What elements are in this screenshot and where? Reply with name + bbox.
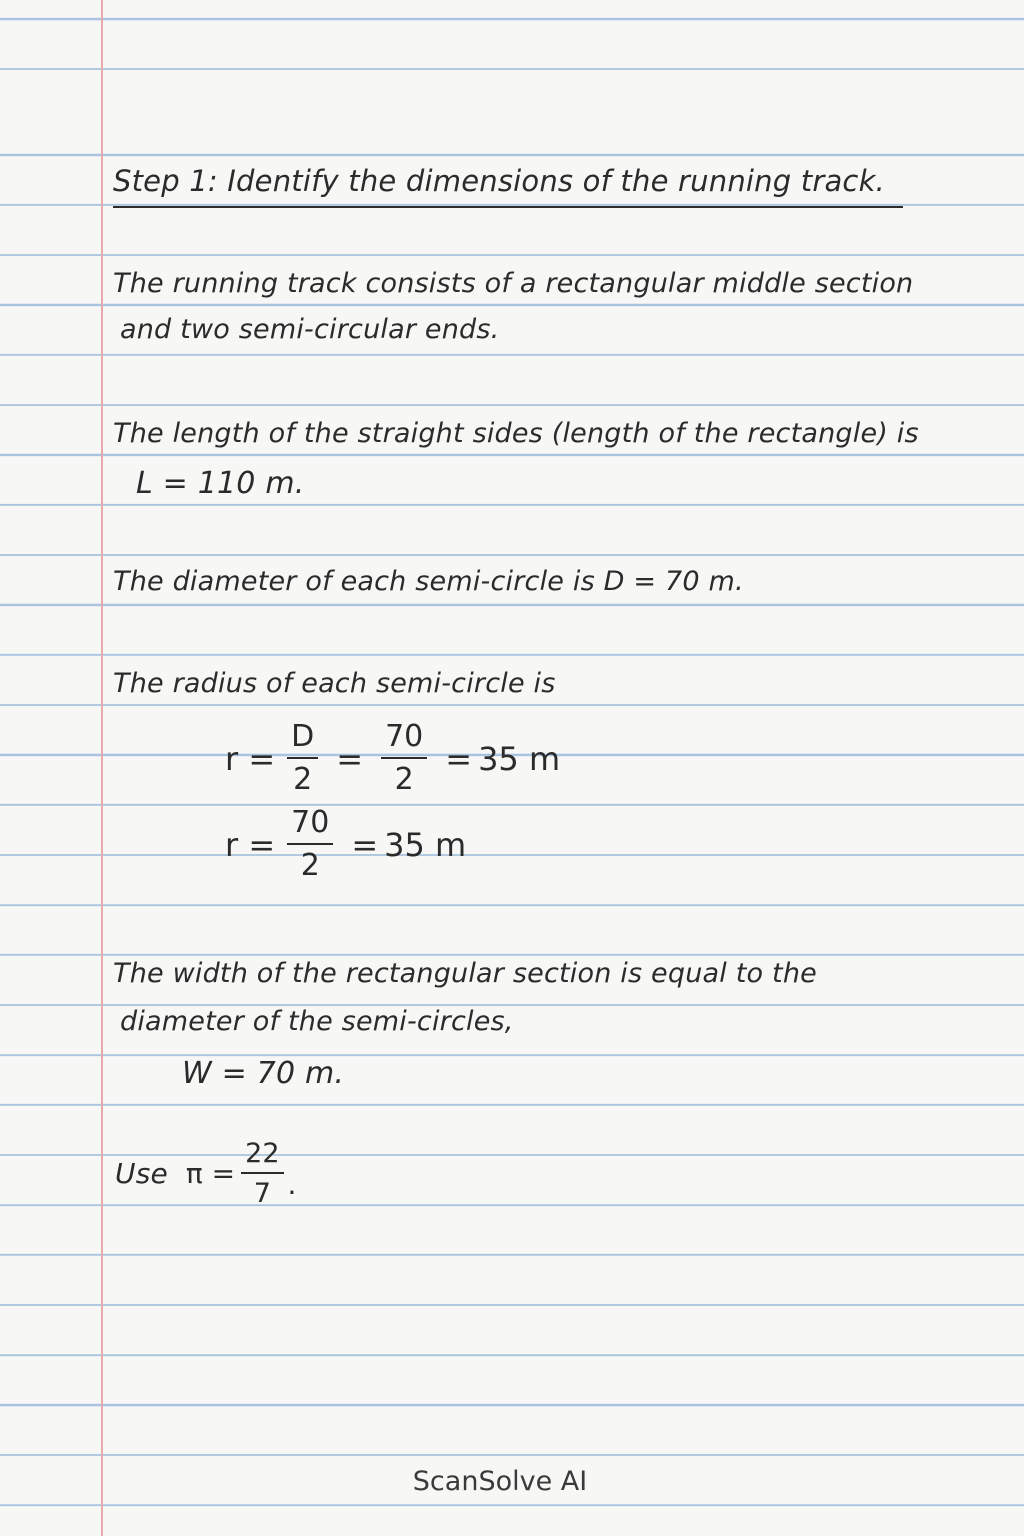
length-description: The length of the straight sides (length of the rectangle) is — [113, 418, 919, 449]
fraction-denominator: 2 — [293, 762, 313, 797]
track-description-line-1: The running track consists of a rectangular middle section — [113, 268, 914, 299]
use-label: Use — [115, 1157, 168, 1190]
fraction-22-over-7 — [241, 1140, 283, 1207]
fraction-numerator: D — [291, 719, 315, 754]
radius-result: 35 m — [384, 825, 467, 864]
radius-lhs: r = — [225, 825, 276, 864]
fraction-numerator: 22 — [245, 1138, 280, 1169]
radius-lhs: r = — [225, 739, 276, 778]
step-heading: Step 1: Identify the dimensions of the running track. — [113, 164, 885, 198]
width-description-line-1: The width of the rectangular section is equal to the — [113, 958, 817, 989]
width-value: W = 70 m. — [182, 1056, 345, 1091]
length-value: L = 110 m. — [136, 466, 305, 501]
equals-sign: = — [445, 739, 473, 778]
radius-result: 35 m — [478, 739, 561, 778]
fraction-numerator: 70 — [385, 719, 424, 754]
fraction-denominator: 7 — [253, 1178, 271, 1209]
fraction-bar — [287, 757, 318, 759]
margin-line — [101, 0, 103, 1536]
fraction-bar — [241, 1172, 283, 1174]
fraction-numerator: 70 — [291, 805, 330, 840]
fraction-70-over-2 — [287, 805, 333, 883]
radius-equation-1 — [225, 719, 561, 797]
fraction-denominator: 2 — [300, 848, 320, 883]
heading-underline — [113, 206, 903, 208]
width-description-line-2: diameter of the semi-circles, — [120, 1006, 514, 1037]
pi-symbol: π = — [185, 1157, 236, 1190]
radius-intro: The radius of each semi-circle is — [113, 668, 556, 699]
pi-approximation — [115, 1140, 296, 1207]
fraction-bar — [381, 757, 427, 759]
diameter-statement: The diameter of each semi-circle is D = 70 m. — [113, 566, 744, 597]
scansolve-watermark: ScanSolve AI — [412, 1466, 588, 1497]
fraction-d-over-2 — [287, 719, 318, 797]
equals-sign: = — [336, 739, 364, 778]
period: . — [287, 1168, 297, 1201]
fraction-bar — [287, 843, 333, 845]
fraction-denominator: 2 — [394, 762, 414, 797]
radius-equation-2 — [225, 805, 467, 883]
track-description-line-2: and two semi-circular ends. — [120, 314, 500, 345]
fraction-70-over-2 — [381, 719, 427, 797]
equals-sign: = — [351, 825, 379, 864]
